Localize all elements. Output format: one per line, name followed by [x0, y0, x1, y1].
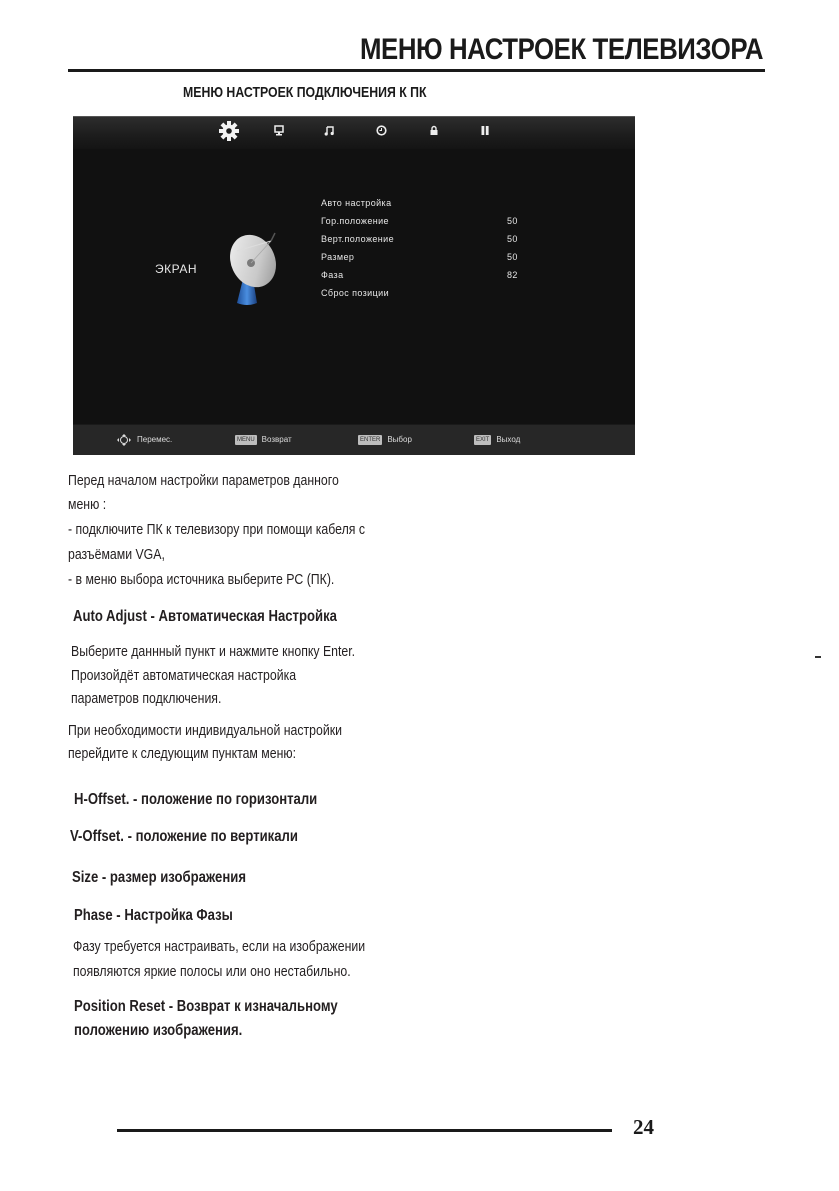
intro-line: - подключите ПК к телевизору при помощи кабеля с: [68, 521, 366, 538]
pause-icon[interactable]: [477, 125, 493, 136]
auto-adjust-heading: Auto Adjust - Автоматическая Настройка: [73, 608, 337, 625]
hint-label: Выбор: [387, 435, 412, 444]
page-title: МЕНЮ НАСТРОЕК ТЕЛЕВИЗОРА: [360, 33, 764, 66]
hint-enter: [358, 434, 412, 446]
enter-key-badge: ENTER: [360, 437, 381, 443]
monitor-icon[interactable]: [271, 125, 287, 136]
hint-move: [117, 434, 172, 446]
dpad-icon: [117, 434, 131, 446]
page-number: 24: [633, 1115, 654, 1139]
menu-item-size[interactable]: [321, 248, 521, 266]
lock-icon[interactable]: [426, 125, 442, 136]
menu-item-label: Фаза: [321, 270, 344, 280]
menu-item-label: Авто настройка: [321, 198, 392, 208]
manual-line: перейдите к следующим пунктам меню:: [68, 745, 297, 762]
screen-menu-list: [321, 194, 521, 302]
title-rule: [68, 69, 765, 72]
section-subtitle: МЕНЮ НАСТРОЕК ПОДКЛЮЧЕНИЯ К ПК: [183, 84, 427, 101]
menu-item-label: Сброс позиции: [321, 288, 390, 298]
hint-label: Выход: [496, 435, 521, 444]
tv-menu-screenshot: [73, 116, 635, 455]
menu-item-value: 50: [507, 252, 518, 262]
tv-menu-tabs: [73, 116, 635, 149]
menu-item-phase[interactable]: [321, 266, 521, 284]
position-reset-heading: положению изображения.: [74, 1022, 243, 1039]
tv-hint-bar: [73, 424, 635, 455]
intro-line: меню :: [68, 496, 107, 513]
exit-key-badge: EXIT: [476, 437, 490, 443]
intro-line: разъёмами VGA,: [68, 546, 165, 563]
position-reset-heading: Position Reset - Возврат к изначальному: [74, 998, 338, 1015]
auto-adjust-line: параметров подключения.: [71, 690, 222, 707]
manual-line: При необходимости индивидуальной настройки: [68, 722, 342, 739]
phase-desc-line: Фазу требуется настраивать, если на изображении: [73, 938, 366, 955]
intro-line: - в меню выбора источника выберите PC (ПК).: [68, 571, 335, 588]
screen-section-label: ЭКРАН: [155, 262, 197, 276]
intro-line: Перед началом настройки параметров данного: [68, 472, 339, 489]
menu-item-label: Верт.положение: [321, 234, 395, 244]
size-heading: Size - размер изображения: [72, 869, 247, 886]
menu-item-h-offset[interactable]: [321, 212, 521, 230]
gear-icon[interactable]: [217, 120, 241, 142]
satellite-dish-icon: [223, 229, 281, 307]
clock-icon[interactable]: [373, 125, 389, 136]
music-note-icon[interactable]: [321, 125, 337, 136]
hint-label: Перемес.: [137, 435, 173, 444]
menu-item-label: Размер: [321, 252, 355, 262]
menu-item-value: 50: [507, 234, 518, 244]
auto-adjust-line: Выберите даннный пункт и нажмите кнопку Enter.: [71, 643, 356, 660]
hint-exit: [474, 434, 520, 446]
hint-menu: [235, 434, 292, 446]
menu-item-auto-adjust[interactable]: [321, 194, 521, 212]
menu-item-v-offset[interactable]: [321, 230, 521, 248]
menu-item-label: Гор.положение: [321, 216, 389, 226]
margin-mark: [815, 656, 821, 658]
footer-rule: [117, 1129, 612, 1132]
menu-item-value: 50: [507, 216, 518, 226]
v-offset-heading: V-Offset. - положение по вертикали: [70, 828, 298, 845]
phase-heading: Phase - Настройка Фазы: [74, 907, 233, 924]
menu-item-position-reset[interactable]: [321, 284, 521, 302]
menu-item-value: 82: [507, 270, 518, 280]
auto-adjust-line: Произойдёт автоматическая настройка: [71, 667, 297, 684]
menu-key-badge: MENU: [237, 437, 255, 443]
phase-desc-line: появляются яркие полосы или оно нестабильно.: [73, 963, 351, 980]
h-offset-heading: H-Offset. - положение по горизонтали: [74, 791, 318, 808]
hint-label: Возврат: [261, 435, 292, 444]
